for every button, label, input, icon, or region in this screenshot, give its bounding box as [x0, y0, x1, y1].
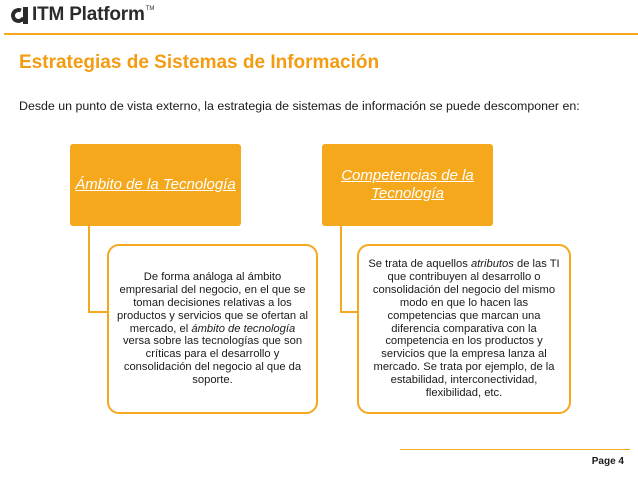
body-competencias-text	[367, 258, 561, 400]
body-competencias-text-1: Se trata de aquellos	[368, 258, 471, 271]
itm-logo-icon	[11, 7, 29, 24]
logo-text: ITM Platform	[32, 4, 145, 25]
heading-box-ambito	[70, 144, 241, 226]
body-ambito-emphasis: ámbito de tecnología	[191, 322, 296, 335]
itm-platform-logo	[11, 3, 154, 27]
connector-ambito-horizontal	[88, 311, 107, 313]
body-ambito-text	[117, 271, 308, 387]
heading-box-competencias	[322, 144, 493, 226]
body-ambito-text-1: De forma análoga al ámbito empresarial del negocio, en el que se toman decisiones relativas a los productos y servicios que se ofertan al mercado, el	[117, 270, 308, 335]
connector-ambito-vertical	[88, 226, 90, 312]
body-box-ambito	[107, 244, 318, 414]
logo-trademark: TM	[145, 6, 155, 12]
footer-divider	[400, 449, 630, 450]
page-number: Page 4	[591, 456, 624, 467]
intro-paragraph: Desde un punto de vista externo, la estrategia de sistemas de información se puede descomponer en:	[19, 99, 580, 113]
body-competencias-text-2: de las TI que contribuyen al desarrollo o consolidación del negocio del mismo modo en que lo hacen las competencias que marcan una diferencia comparativa con la competencia en los productos y servicios que la empresa lanza al mercado. Se trata por ejemplo, de la estabilidad, interconectividad, flexibilidad, etc.	[372, 258, 560, 400]
heading-ambito-label: Ámbito de la Tecnología	[75, 176, 236, 193]
slide-title: Estrategias de Sistemas de Información	[19, 52, 380, 73]
connector-competencias-horizontal	[340, 311, 357, 313]
body-box-competencias	[357, 244, 571, 414]
heading-competencias-label: Competencias de la Tecnología	[341, 167, 474, 202]
body-competencias-emphasis: atributos	[470, 258, 514, 271]
header-divider	[4, 33, 638, 35]
body-ambito-text-2: versa sobre las tecnologías que son críticas para el desarrollo y consolidación del negocio al que da soporte.	[122, 335, 303, 387]
connector-competencias-vertical	[340, 226, 342, 312]
